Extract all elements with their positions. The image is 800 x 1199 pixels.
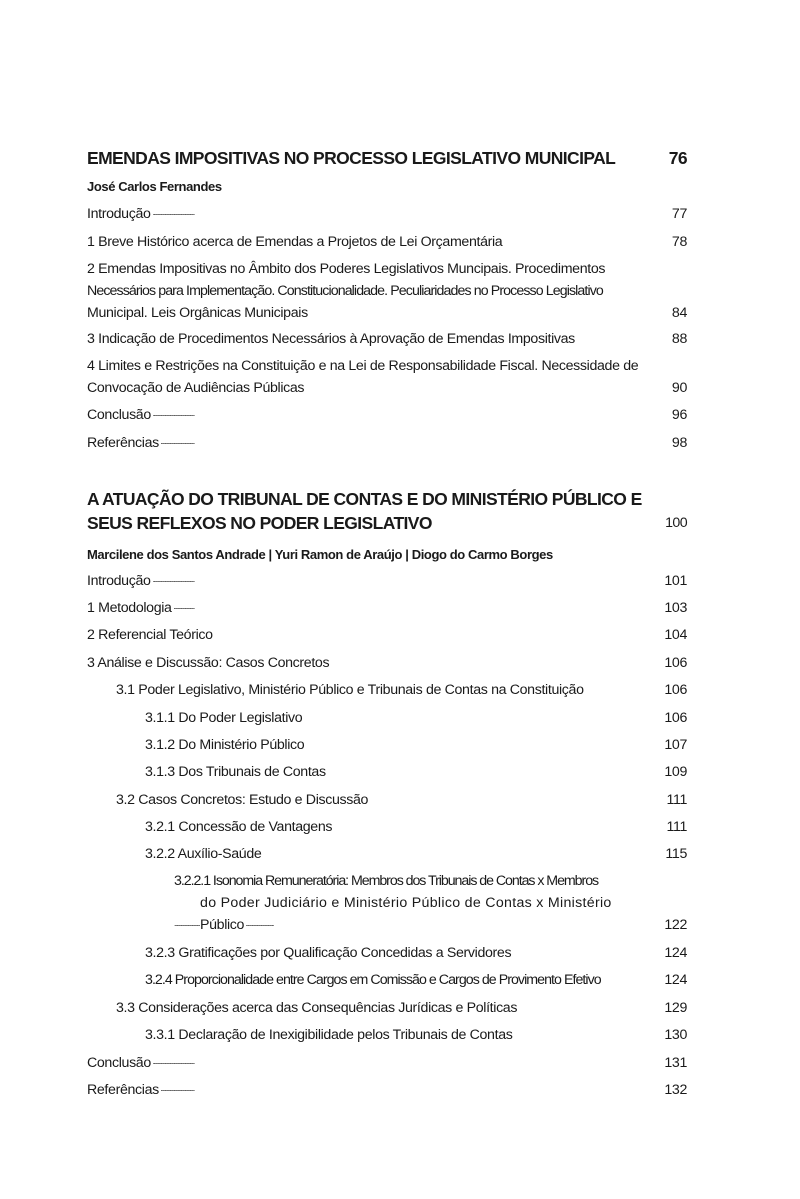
page-number: 131	[664, 1055, 687, 1071]
toc-entry	[145, 761, 687, 783]
page-number: 107	[664, 737, 687, 753]
entry-title: 3.2.4 Proporcionalidade entre Cargos em Comissão e Cargos de Provimento Efetivo	[145, 972, 601, 988]
entry-title: Introdução	[87, 573, 151, 589]
chapter-title-line: SEUS REFLEXOS NO PODER LEGISLATIVO	[87, 513, 432, 533]
page-number: 122	[664, 917, 687, 933]
toc-entry	[145, 942, 687, 964]
page-number: 76	[668, 148, 687, 168]
entry-title-line: Municipal. Leis Orgânicas Municipais	[87, 305, 308, 321]
page-number: 90	[671, 380, 687, 396]
entry-title: Conclusão	[87, 407, 151, 423]
toc-entry	[174, 870, 687, 936]
toc-entry	[145, 1024, 687, 1046]
entry-title: 3.2.1 Concessão de Vantagens	[145, 819, 333, 835]
entry-title: 3.1.1 Do Poder Legislativo	[145, 710, 303, 726]
page-number: 109	[664, 764, 687, 780]
toc-entry	[87, 231, 687, 253]
chapter-title	[87, 487, 687, 535]
page-number: 106	[664, 655, 687, 671]
page-number: 124	[664, 945, 687, 961]
toc-entry	[87, 203, 687, 225]
toc-entry	[87, 1052, 687, 1074]
page-number: 96	[671, 407, 687, 423]
page-number: 124	[664, 972, 687, 988]
entry-title-line: Convocação de Audiências Públicas	[87, 380, 305, 396]
page-number: 77	[671, 206, 687, 222]
toc-entry	[87, 1079, 687, 1101]
entry-title: Referências	[87, 1082, 159, 1098]
entry-title-line: Público	[200, 917, 245, 933]
chapter-title	[87, 146, 687, 170]
page-number: 88	[671, 331, 687, 347]
toc-entry	[116, 997, 687, 1019]
entry-title: 3.2.2 Auxílio-Saúde	[145, 846, 262, 862]
page-number: 84	[671, 305, 687, 321]
chapter-title-text: EMENDAS IMPOSITIVAS NO PROCESSO LEGISLATIVO MUNICIPAL	[87, 148, 616, 168]
entry-title-line: 4 Limites e Restrições na Constituição e na Lei de Responsabilidade Fiscal. Necessidade de	[87, 358, 639, 374]
page-number: 98	[671, 435, 687, 451]
entry-title-line: Necessários para Implementação. Constitucionalidade. Peculiaridades no Processo Legislativo	[87, 283, 603, 299]
entry-title: 1 Metodologia	[87, 600, 172, 616]
chapter-authors: Marcilene dos Santos Andrade | Yuri Ramon de Araújo | Diogo do Carmo Borges	[87, 547, 553, 562]
entry-title: Conclusão	[87, 1055, 151, 1071]
toc-entry	[145, 969, 687, 991]
entry-title-line: 2 Emendas Impositivas no Âmbito dos Poderes Legislativos Muncipais. Procedimentos	[87, 261, 606, 277]
entry-title: 3 Análise e Discussão: Casos Concretos	[87, 655, 330, 671]
entry-title: Introdução	[87, 206, 151, 222]
toc-entry	[87, 328, 687, 350]
entry-title: 3.2 Casos Concretos: Estudo e Discussão	[116, 792, 369, 808]
page-number: 111	[666, 819, 687, 835]
toc-entry	[87, 652, 687, 674]
page-number: 130	[664, 1027, 687, 1043]
entry-title-line: do Poder Judiciário e Ministério Público de Contas x Ministério	[200, 895, 612, 911]
toc-entry	[87, 570, 687, 592]
chapter-title-line: A ATUAÇÃO DO TRIBUNAL DE CONTAS E DO MINISTÉRIO PÚBLICO E	[87, 489, 642, 509]
toc-entry	[145, 843, 687, 865]
entry-title: 3.1 Poder Legislativo, Ministério Público e Tribunais de Contas na Constituição	[116, 682, 584, 698]
page-number: 132	[664, 1082, 687, 1098]
toc-entry	[116, 679, 687, 701]
entry-title: 3 Indicação de Procedimentos Necessários à Aprovação de Emendas Impositivas	[87, 331, 575, 347]
toc-entry	[87, 624, 687, 646]
page-number: 101	[664, 573, 687, 589]
entry-title: 3.3.1 Declaração de Inexigibilidade pelos Tribunais de Contas	[145, 1027, 513, 1043]
entry-title: 1 Breve Histórico acerca de Emendas a Projetos de Lei Orçamentária	[87, 234, 503, 250]
entry-title: 3.2.3 Gratificações por Qualificação Concedidas a Servidores	[145, 945, 512, 961]
entry-title-line: 3.2.2.1 Isonomia Remuneratória: Membros dos Tribunais de Contas x Membros	[174, 873, 599, 889]
page-number: 78	[671, 234, 687, 250]
page-number: 111	[666, 792, 687, 808]
toc-entry	[87, 432, 687, 454]
page-number: 100	[665, 515, 687, 531]
toc-entry	[145, 707, 687, 729]
page-number: 129	[664, 1000, 687, 1016]
entry-title: 3.3 Considerações acerca das Consequências Jurídicas e Políticas	[116, 1000, 518, 1016]
entry-title: 2 Referencial Teórico	[87, 627, 213, 643]
page-number: 104	[664, 627, 687, 643]
page-number: 115	[665, 846, 687, 862]
entry-title: 3.1.2 Do Ministério Público	[145, 737, 305, 753]
toc-entry	[87, 355, 687, 399]
toc-entry	[145, 734, 687, 756]
toc-entry	[87, 597, 687, 619]
toc-entry	[116, 789, 687, 811]
page-number: 103	[664, 600, 687, 616]
toc-entry	[87, 258, 687, 324]
entry-title: Referências	[87, 435, 159, 451]
entry-title: 3.1.3 Dos Tribunais de Contas	[145, 764, 326, 780]
toc-entry	[145, 816, 687, 838]
toc-entry	[87, 404, 687, 426]
page-number: 106	[664, 682, 687, 698]
page-number: 106	[664, 710, 687, 726]
chapter-authors: José Carlos Fernandes	[87, 179, 222, 194]
